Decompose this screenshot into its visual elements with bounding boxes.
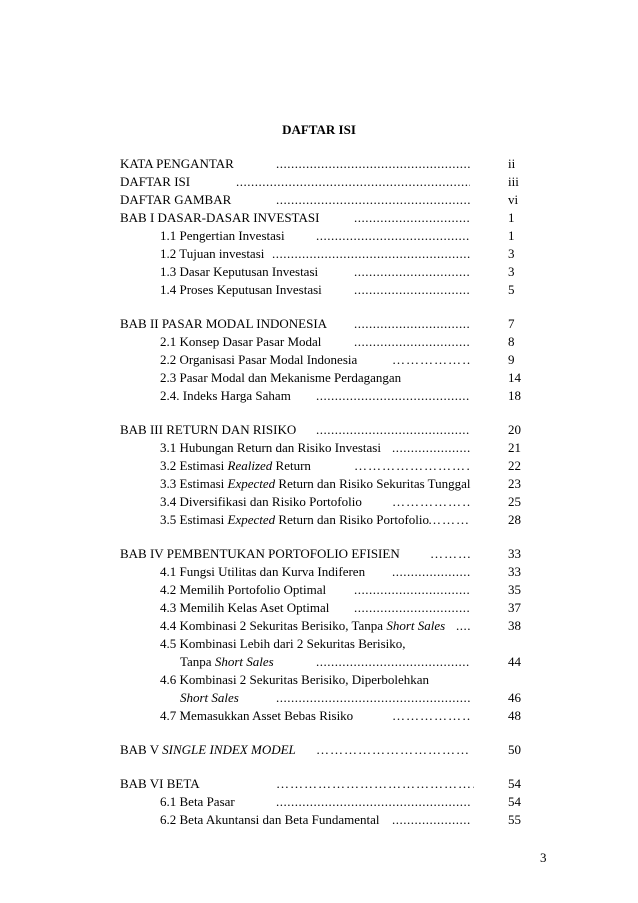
dot-leader — [456, 617, 470, 635]
toc-entry-bab-2 — [0, 315, 638, 333]
toc-entry-1-4 — [0, 281, 638, 299]
toc-page: 14 — [508, 370, 521, 385]
toc-page: 25 — [508, 494, 521, 509]
toc-entry-1-1 — [0, 227, 638, 245]
toc-label: 6.1 Beta Pasar — [160, 794, 235, 809]
toc-page: 9 — [508, 352, 515, 367]
toc-page: 20 — [508, 422, 521, 437]
dot-leader — [236, 173, 470, 191]
toc-entry-2-3 — [0, 369, 638, 387]
dot-leader — [392, 707, 470, 725]
toc-entry-3-4 — [0, 493, 638, 511]
dot-leader — [316, 227, 470, 245]
dot-leader — [276, 155, 470, 173]
toc-page: 22 — [508, 458, 521, 473]
toc-label: Tanpa Short Sales — [180, 654, 274, 669]
dot-leader — [354, 581, 470, 599]
toc-page: 21 — [508, 440, 521, 455]
toc-entry-bab-4 — [0, 545, 638, 563]
toc-label: 3.2 Estimasi Realized Return — [160, 458, 311, 473]
toc-entry-daftar-gambar — [0, 191, 638, 209]
toc-page: 8 — [508, 334, 515, 349]
dot-leader — [276, 775, 474, 793]
toc-page: 37 — [508, 600, 521, 615]
toc-page: 38 — [508, 618, 521, 633]
toc-entry-6-1 — [0, 793, 638, 811]
toc-entry-4-2 — [0, 581, 638, 599]
dot-leader — [354, 457, 470, 475]
dot-leader — [276, 793, 470, 811]
toc-entry-3-2 — [0, 457, 638, 475]
toc-page: 18 — [508, 388, 521, 403]
dot-leader — [316, 421, 470, 439]
toc-entry-4-5 — [0, 635, 638, 653]
toc-label: 1.4 Proses Keputusan Investasi — [160, 282, 322, 297]
toc-label: 4.3 Memilih Kelas Aset Optimal — [160, 600, 330, 615]
page-title: DAFTAR ISI — [282, 122, 356, 137]
toc-page: 5 — [508, 282, 515, 297]
dot-leader — [354, 315, 470, 333]
dot-leader — [316, 653, 470, 671]
dot-leader — [392, 351, 470, 369]
toc-label: BAB II PASAR MODAL INDONESIA — [120, 316, 328, 331]
toc-label: 4.6 Kombinasi 2 Sekuritas Berisiko, Diperbolehkan — [160, 672, 429, 687]
toc-label: 2.3 Pasar Modal dan Mekanisme Perdagangan — [160, 370, 402, 385]
dot-leader — [430, 545, 470, 563]
toc-entry-4-6 — [0, 671, 638, 689]
toc-label: 3.3 Estimasi Expected Return dan Risiko Sekuritas Tunggal — [160, 476, 471, 491]
toc-entry-4-1 — [0, 563, 638, 581]
toc-label: 1.2 Tujuan investasi — [160, 246, 265, 261]
dot-leader — [316, 387, 470, 405]
toc-label: 3.4 Diversifikasi dan Risiko Portofolio — [160, 494, 362, 509]
toc-label: BAB V SINGLE INDEX MODEL — [120, 742, 296, 757]
toc-entry-2-1 — [0, 333, 638, 351]
dot-leader — [276, 689, 470, 707]
toc-label: DAFTAR GAMBAR — [120, 192, 232, 207]
toc-entry-1-3 — [0, 263, 638, 281]
toc-label: BAB I DASAR-DASAR INVESTASI — [120, 210, 320, 225]
toc-label: BAB III RETURN DAN RISIKO — [120, 422, 297, 437]
toc-page: 35 — [508, 582, 521, 597]
toc-entry-bab-3 — [0, 421, 638, 439]
toc-page: 33 — [508, 546, 521, 561]
toc-label: DAFTAR ISI — [120, 174, 191, 189]
toc-label: 2.4. Indeks Harga Saham — [160, 388, 291, 403]
dot-leader — [392, 811, 470, 829]
dot-leader — [316, 741, 470, 759]
toc-entry-4-3 — [0, 599, 638, 617]
toc-page: ii — [508, 156, 516, 171]
dot-leader — [272, 245, 470, 263]
dot-leader — [428, 511, 470, 529]
toc-label: BAB VI BETA — [120, 776, 200, 791]
toc-entry-4-5-cont — [0, 653, 638, 671]
toc-label: 4.5 Kombinasi Lebih dari 2 Sekuritas Berisiko, — [160, 636, 406, 651]
toc-page: 33 — [508, 564, 521, 579]
toc-entry-3-1 — [0, 439, 638, 457]
toc-entry-4-6-cont — [0, 689, 638, 707]
toc-entry-4-4 — [0, 617, 638, 635]
toc-entry-3-3 — [0, 475, 638, 493]
dot-leader — [276, 191, 470, 209]
toc-label: BAB IV PEMBENTUKAN PORTOFOLIO EFISIEN — [120, 546, 400, 561]
toc-entry-2-4 — [0, 387, 638, 405]
toc-entry-4-7 — [0, 707, 638, 725]
toc-page: 3 — [508, 246, 515, 261]
toc-page: 54 — [508, 776, 521, 791]
toc-page: 44 — [508, 654, 521, 669]
dot-leader — [354, 209, 470, 227]
toc-page: 46 — [508, 690, 521, 705]
toc-page: 23 — [508, 476, 521, 491]
dot-leader — [354, 333, 470, 351]
toc-label: KATA PENGANTAR — [120, 156, 234, 171]
toc-label: 1.3 Dasar Keputusan Investasi — [160, 264, 319, 279]
toc-entry-daftar-isi — [0, 173, 638, 191]
dot-leader — [392, 439, 470, 457]
toc-label: 4.1 Fungsi Utilitas dan Kurva Indiferen — [160, 564, 366, 579]
toc-entry-3-5 — [0, 511, 638, 529]
toc-label: 6.2 Beta Akuntansi dan Beta Fundamental — [160, 812, 380, 827]
toc-label: Short Sales — [180, 690, 239, 705]
toc-page: 3 — [508, 264, 515, 279]
table-of-contents — [0, 155, 638, 829]
dot-leader — [392, 563, 470, 581]
toc-label: 3.5 Estimasi Expected Return dan Risiko Portofolio — [160, 512, 430, 527]
dot-leader — [354, 281, 470, 299]
toc-page: 28 — [508, 512, 521, 527]
toc-page: 55 — [508, 812, 521, 827]
dot-leader — [354, 599, 470, 617]
toc-page: 50 — [508, 742, 521, 757]
toc-page: 48 — [508, 708, 521, 723]
toc-label: 3.1 Hubungan Return dan Risiko Investasi — [160, 440, 381, 455]
toc-page: 1 — [508, 210, 515, 225]
toc-page: 7 — [508, 316, 515, 331]
toc-label: 4.4 Kombinasi 2 Sekuritas Berisiko, Tanpa Short Sales — [160, 618, 446, 633]
toc-label: 2.2 Organisasi Pasar Modal Indonesia — [160, 352, 358, 367]
dot-leader — [392, 493, 470, 511]
toc-label: 2.1 Konsep Dasar Pasar Modal — [160, 334, 322, 349]
toc-label: 4.7 Memasukkan Asset Bebas Risiko — [160, 708, 354, 723]
toc-page: vi — [508, 192, 519, 207]
toc-entry-bab-6 — [0, 775, 638, 793]
toc-entry-bab-1 — [0, 209, 638, 227]
toc-entry-2-2 — [0, 351, 638, 369]
toc-label: 4.2 Memilih Portofolio Optimal — [160, 582, 327, 597]
toc-entry-1-2 — [0, 245, 638, 263]
toc-page: 1 — [508, 228, 515, 243]
toc-entry-bab-5 — [0, 741, 638, 759]
toc-page: 54 — [508, 794, 521, 809]
toc-label: 1.1 Pengertian Investasi — [160, 228, 285, 243]
page-number: 3 — [540, 850, 547, 865]
toc-page: iii — [508, 174, 519, 189]
toc-entry-kata-pengantar — [0, 155, 638, 173]
dot-leader — [354, 263, 470, 281]
toc-entry-6-2 — [0, 811, 638, 829]
